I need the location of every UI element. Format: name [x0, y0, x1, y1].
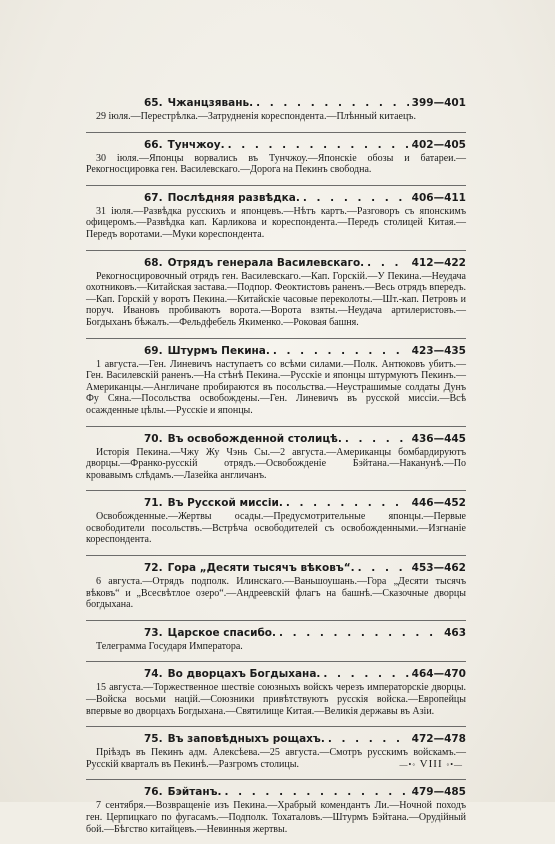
- leader-dots: [345, 432, 409, 446]
- chapter-number: 76.: [144, 786, 163, 799]
- leader-dots: [273, 344, 409, 358]
- leader-dots: [256, 96, 409, 110]
- chapter-number: 71.: [144, 497, 163, 510]
- page-range: 399—401: [411, 97, 466, 109]
- entry-divider: [86, 726, 466, 727]
- toc-entry-heading[interactable]: [86, 626, 466, 640]
- chapter-number: 66.: [144, 138, 163, 151]
- page-range: 472—478: [411, 733, 466, 746]
- entry-divider: [86, 555, 466, 556]
- toc-entry: [86, 138, 466, 176]
- chapter-title: Въ Русской миссіи.: [167, 497, 283, 510]
- chapter-summary: 30 іюля.—Японцы ворвались въ Тунчжоу.—Японскіе обозы и батареи.—Рекогносцировка ген. Василевскаго.—Дорога на Пекинъ свободна.: [86, 152, 466, 176]
- leader-dots: [358, 561, 409, 575]
- toc-entry: [86, 667, 466, 717]
- chapter-number: 75.: [144, 733, 163, 746]
- toc-entry: [86, 191, 466, 241]
- toc-entry-heading[interactable]: [86, 667, 466, 681]
- chapter-number: 65.: [144, 97, 163, 109]
- footer-ornament-left: —•◦: [399, 759, 417, 769]
- chapter-summary: 7 сентября.—Возвращеніе изъ Пекина.—Храбрый комендантъ Ли.—Ночной походъ ген. Церпицкаго по фугасамъ.—Подполк. Тохаталовъ.—Штурмъ Бэйтана.—Орудійный бой.—Бѣгство китайцевъ.—Невинныя жертвы.: [86, 800, 466, 835]
- page-range: 406—411: [411, 191, 466, 204]
- entry-divider: [86, 132, 466, 133]
- entry-divider: [86, 620, 466, 621]
- footer-ornament-right: ◦•—: [446, 759, 463, 769]
- leader-dots: [323, 667, 408, 681]
- chapter-summary: 29 іюля.—Перестрѣлка.—Затрудненія кореспондента.—Плѣнный китаецъ.: [96, 111, 416, 122]
- chapter-number: 70.: [144, 432, 163, 445]
- chapter-number: 67.: [144, 191, 163, 204]
- chapter-summary: 15 августа.—Торжественное шествіе союзныхъ войскъ черезъ императорскіе дворцы.—Войска восьми націй.—Союзники привѣтствуютъ русскія войска.—Европейцы впервые во дворцахъ Богдыхана.—Святилище Китая.—Великія державы въ Азіи.: [86, 682, 466, 717]
- entry-divider: [86, 490, 466, 491]
- entry-divider: [86, 185, 466, 186]
- chapter-title: Тунчжоу.: [167, 138, 225, 151]
- chapter-summary: 31 іюля.—Развѣдка русскихъ и японцевъ.—Нѣтъ картъ.—Разговоръ съ японскимъ офицеромъ.—Развѣдка кап. Карликова и кореспондента.—Передъ столицей Китая.—Передъ воротами.—Муки кореспондента.: [86, 205, 466, 240]
- toc-entry-heading[interactable]: [86, 256, 466, 270]
- toc-entry-heading[interactable]: [86, 344, 466, 358]
- toc-entry-heading[interactable]: [86, 732, 466, 746]
- page-range: 402—405: [411, 138, 466, 151]
- chapter-title: Въ освобожденной столицѣ.: [167, 432, 342, 445]
- toc-entry-heading[interactable]: [86, 138, 466, 152]
- toc-entry-heading[interactable]: [86, 191, 466, 205]
- page-range: 436—445: [411, 432, 466, 445]
- leader-dots: [279, 626, 441, 640]
- chapter-number: 74.: [144, 668, 163, 681]
- page-range: 446—452: [411, 497, 466, 510]
- leader-dots: [228, 138, 409, 152]
- leader-dots: [328, 732, 409, 746]
- page-range: 464—470: [411, 668, 466, 681]
- toc-entry-heading[interactable]: [86, 432, 466, 446]
- chapter-title: Послѣдняя развѣдка.: [167, 191, 300, 204]
- page-range: 453—462: [411, 562, 466, 575]
- entry-divider: [86, 661, 466, 662]
- chapter-title: Царское спасибо.: [167, 626, 276, 639]
- page-range: 423—435: [411, 344, 466, 357]
- toc-entry: [86, 344, 466, 417]
- chapter-title: Въ заповѣдныхъ рощахъ.: [167, 733, 325, 746]
- entry-divider: [86, 250, 466, 251]
- toc-entry: [86, 626, 466, 653]
- entry-divider: [86, 779, 466, 780]
- chapter-summary: Исторія Пекина.—Чжу Жу Чэнь Сы.—2 августа.—Американцы бомбардируютъ дворцы.—Франко-русскій отрядъ.—Освобожденіе Бэйтана.—Наканунѣ.—По кровавымъ слѣдамъ.—Лазейка англичанъ.: [86, 446, 466, 481]
- toc-entry: [86, 785, 466, 835]
- chapter-summary: Пріѣздъ въ Пекинъ адм. Алексѣева.—25 августа.—Смотръ русскимъ войскамъ.—Русскій кварталъ въ Пекинѣ.—Разгромъ столицы.: [86, 747, 466, 770]
- chapter-number: 73.: [144, 626, 163, 639]
- leader-dots: [286, 496, 409, 510]
- table-of-contents: [86, 96, 466, 844]
- chapter-title: Бэйтанъ.: [167, 786, 222, 799]
- toc-entry: [86, 96, 466, 123]
- page-range: 412—422: [411, 256, 466, 269]
- toc-entry-heading[interactable]: [86, 785, 466, 799]
- entry-divider: [86, 338, 466, 339]
- leader-dots: [225, 785, 409, 799]
- toc-entry: [86, 256, 466, 329]
- chapter-summary: 1 августа.—Ген. Линевичъ наступаетъ со всѣми силами.—Полк. Антюковъ убитъ.—Ген. Василевскій раненъ.—На стѣнѣ Пекина.—Русскіе и японцы штурмуютъ Пекинъ.—Американцы.—Англичане пробираются въ посольства.—Неустрашимые солдаты Дунъ Фу Сяна.—Посольства освобождены.—Ген. Линевичъ въ русской миссіи.—Всѣ осажденные цѣлы.—Русскіе и японцы.: [86, 358, 466, 416]
- chapter-number: 69.: [144, 344, 163, 357]
- chapter-title: Штурмъ Пекина.: [167, 344, 270, 357]
- toc-entry: [86, 432, 466, 482]
- chapter-title: Во дворцахъ Богдыхана.: [167, 668, 321, 681]
- toc-entry: [86, 561, 466, 611]
- leader-dots: [367, 256, 408, 270]
- page-range: 463: [444, 626, 466, 639]
- toc-entry: [86, 496, 466, 546]
- page-footer: [399, 758, 463, 770]
- chapter-summary: Освобожденные.—Жертвы осады.—Предусмотрительные японцы.—Первые освободители посольствъ.—Встрѣча освободителей съ освобожденными.—Изгнаніе кореспондента.: [86, 511, 466, 546]
- toc-entry-heading[interactable]: [86, 496, 466, 510]
- page-number: VIII: [419, 758, 443, 770]
- chapter-summary: Рекогносцировочный отрядъ ген. Василевскаго.—Кап. Горскій.—У Пекина.—Неудача охотниковъ.—Китайская застава.—Подпор. Феоктистовъ раненъ.—Весь отрядъ впередъ.—Кап. Горскій у воротъ Пекина.—Китайскіе часовые переколоты.—Шт.-кап. Петровъ и поруч. Ивановъ пробиваютъ ворота.—Ворота взяты.—Неудача артилеристовъ.—Богдыханъ бѣжалъ.—Фельдфебель Якименко.—Роковая башня.: [86, 270, 466, 328]
- chapter-summary: 6 августа.—Отрядъ подполк. Илинскаго.—Ваньшоушань.—Гора „Десяти тысячъ вѣковъ“ и „Всесвѣтлое озеро“.—Андреевскій флагъ на башнѣ.—Сказочные дворцы богдыхана.: [86, 576, 466, 611]
- chapter-title: Чжанцзявань.: [167, 97, 254, 109]
- toc-entry-heading[interactable]: [86, 96, 466, 110]
- chapter-title: Отрядъ генерала Василевскаго.: [167, 256, 365, 269]
- chapter-title: Гора „Десяти тысячъ вѣковъ“.: [167, 562, 355, 575]
- chapter-number: 68.: [144, 256, 163, 269]
- chapter-summary: Телеграмма Государя Императора.: [96, 640, 243, 652]
- chapter-number: 72.: [144, 562, 163, 575]
- toc-entry-heading[interactable]: [86, 561, 466, 575]
- leader-dots: [303, 191, 409, 205]
- entry-divider: [86, 426, 466, 427]
- page-range: 479—485: [411, 786, 466, 799]
